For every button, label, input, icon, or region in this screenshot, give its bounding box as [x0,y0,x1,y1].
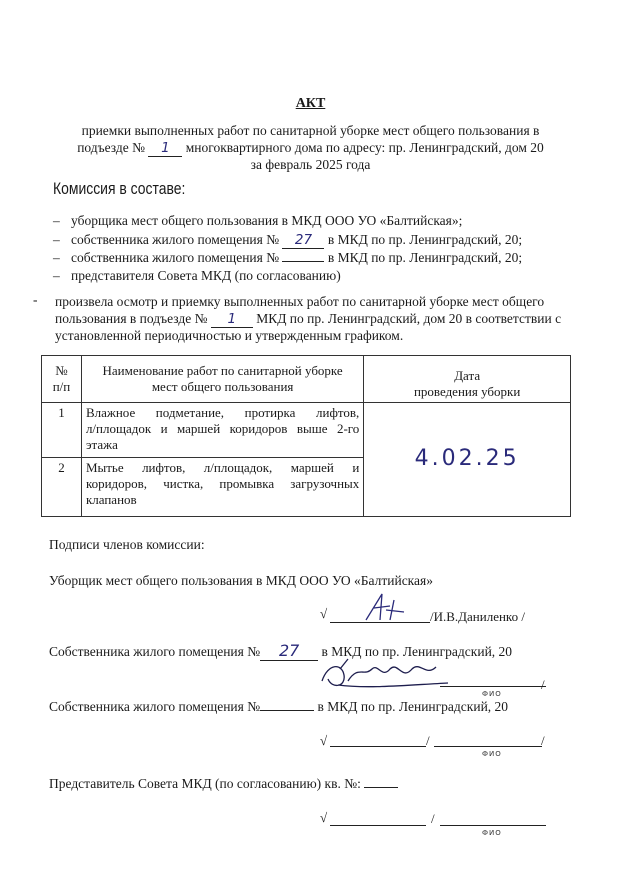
owner-1-name-line [440,686,546,687]
header-no [42,356,82,403]
member-text: собственника жилого помещения № [71,250,280,265]
bullet-dash: – [53,268,60,283]
bullet-dash: – [53,213,60,228]
fio-caption: ФИО [482,829,502,837]
paragraph-text: МКД по пр. Ленинградский, дом 20 в соответствии с [256,311,562,326]
check-mark: √ [320,810,328,825]
header-no-line: п/п [52,379,71,394]
row-number: 1 [42,403,82,458]
representative-signature-line [330,825,426,826]
owner-label: Собственника жилого помещения № [49,644,261,659]
owner-address: в МКД по пр. Ленинградский, 20 [321,644,513,659]
work-line: коридоров, чистка, промывка загрузочных [85,476,360,491]
cleaner-name: /И.В.Даниленко / [430,609,525,624]
row-number: 2 [42,458,82,517]
representative-line [49,776,398,792]
header-date-line: проведения уборки [413,384,521,399]
entrance-number-handwritten: 1 [161,140,170,156]
paragraph-text: пользования в подъезде № [55,311,208,326]
member-cleaner [53,213,462,229]
table-row [42,403,571,458]
header-work-name [81,356,363,403]
owner-label: Собственника жилого помещения № [49,699,261,714]
slash: / [541,677,545,692]
apartment-field-empty [364,787,398,788]
member-text: представителя Совета МКД (по согласованию) [71,268,341,283]
act-title: АКТ [295,96,326,111]
header-name-line: мест общего пользования [151,379,294,394]
member-text: в МКД по пр. Ленинградский, 20; [327,250,523,265]
table-header-row [42,356,571,403]
work-line: клапанов [85,492,137,507]
header-date-line: Дата [454,368,481,383]
member-owner-2 [53,250,522,266]
date-cell [364,403,571,517]
date-handwritten: 4.02.25 [414,445,520,471]
member-text: собственника жилого помещения № [71,232,280,247]
check-mark: √ [320,733,328,748]
owner-1-signature [318,655,458,693]
owner-2-name-line [434,746,542,747]
header-no-line: № [55,363,68,378]
header-name-line: Наименование работ по санитарной уборке [102,363,343,378]
fio-caption: ФИО [482,690,502,698]
entrance-number-field [148,140,182,157]
paragraph-line-3: установленной периодичностью и утвержденным графиком. [55,328,404,343]
apartment-field-empty [282,261,324,262]
member-council [53,268,341,284]
entrance-number-field [211,311,253,328]
work-line: л/площадок и маршей коридоров выше 2-го [85,421,360,436]
cleaner-label: Уборщик мест общего пользования в МКД ООО УО «Балтийская» [49,573,433,588]
apartment-field-empty [260,710,314,711]
work-line: Мытье лифтов, л/площадок, маршей и [85,460,360,475]
header-address: многоквартирного дома по адресу: пр. Ленинградский, дом 20 [185,140,544,155]
representative-label: Представитель Совета МКД (по согласованию) кв. №: [49,776,361,791]
paragraph-line-2 [55,311,561,328]
apartment-handwritten: 27 [294,232,313,248]
signatures-heading: Подписи членов комиссии: [49,537,205,552]
works-table [41,355,571,517]
member-owner-1 [53,232,522,249]
commission-heading: Комиссия в составе: [53,179,186,198]
fio-caption: ФИО [482,750,502,758]
header-entrance-label: подъезде № [77,140,145,155]
member-text: уборщика мест общего пользования в МКД ООО УО «Балтийская»; [71,213,463,228]
slash: / [426,733,430,748]
work-line: Влажное подметание, протирка лифтов, [85,405,360,420]
header-date [364,356,571,403]
entrance-number-handwritten: 1 [227,311,237,327]
apartment-field [282,232,324,249]
header-line-1: приемки выполненных работ по санитарной уборке мест общего пользования в [81,123,540,138]
header-line-2 [0,140,621,157]
row-work-description [81,458,363,517]
member-text: в МКД по пр. Ленинградский, 20; [327,232,523,247]
check-mark: √ [320,606,328,621]
representative-name-line [440,825,546,826]
paragraph-dash: - [33,292,38,307]
header-period: за февраль 2025 года [250,157,371,172]
owner-address: в МКД по пр. Ленинградский, 20 [317,699,509,714]
owner-2-line [49,699,508,715]
slash: / [431,811,435,826]
cleaner-signature [360,590,410,626]
row-work-description [81,403,363,458]
owner-2-signature-line [330,746,426,747]
paragraph-line-1: произвела осмотр и приемку выполненных работ по санитарной уборке мест общего [55,294,545,309]
work-line: этажа [85,437,118,452]
slash: / [541,733,545,748]
bullet-dash: – [53,232,60,247]
apartment-field [260,641,318,661]
apartment-handwritten: 27 [278,641,300,660]
bullet-dash: – [53,250,60,265]
